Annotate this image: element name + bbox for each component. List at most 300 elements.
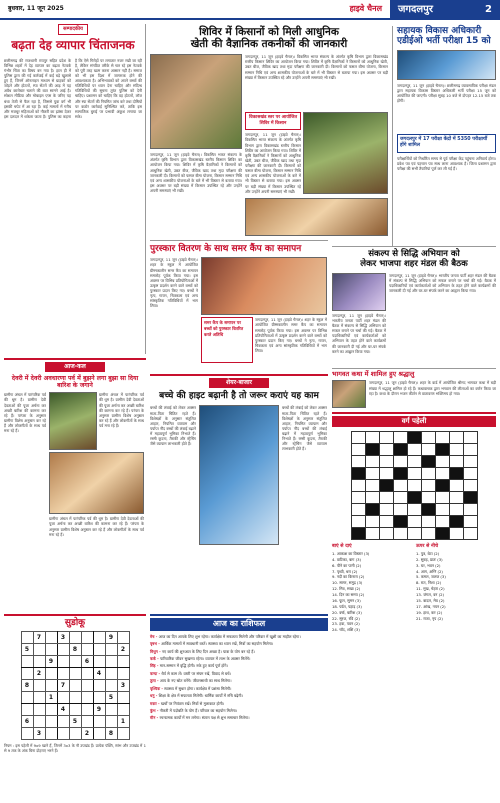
crossword-cell[interactable] [421, 528, 435, 540]
crossword-cell[interactable] [379, 468, 393, 480]
crossword-cell[interactable] [379, 444, 393, 456]
summer-camp-photo [201, 257, 327, 315]
crossword-cell[interactable] [435, 468, 449, 480]
crossword-cell[interactable] [379, 504, 393, 516]
sudoku-cell[interactable]: 3 [117, 680, 129, 692]
lead-photo-2 [303, 112, 388, 194]
crossword-cell[interactable] [365, 432, 379, 444]
sudoku-row [21, 716, 129, 728]
rashifal-title: आज का राशिफल [150, 618, 328, 631]
crossword-cell[interactable] [393, 456, 407, 468]
sudoku-cell[interactable] [69, 632, 81, 644]
crossword-block [351, 468, 365, 480]
lead-body-right: जगदलपुर, 11 जून (हाइवे चैनल)। विकसित भारत संकल्प के अंतर्गत कृषि विभाग द्वारा विकासखंड स्तरीय किसान शिविर का आयोजन किया गया। शिविर में कृषि वैज्ञानिकों ने किसानों को आधुनिक खेती, उन्नत बीज, जैविक खाद तथा मृदा परीक्षण की जानकारी दी। किसानों को फसल बीमा योजना, किसान सम्मान निधि एवं अन्य शासकीय योजनाओं के बारे में भी विस्तार से बताया गया। इस अवसर पर बड़ी संख्या में किसान उपस्थित रहे और उन्होंने अपनी समस्याएं भी रखीं। [245, 54, 388, 80]
crossword-cell[interactable] [449, 504, 463, 516]
sudoku-cell[interactable] [93, 692, 105, 704]
sudoku-cell[interactable]: 5 [21, 644, 33, 656]
sudoku-cell[interactable] [117, 668, 129, 680]
sudoku-cell[interactable] [33, 704, 45, 716]
crossword-row [351, 480, 477, 492]
crossword-cell[interactable] [435, 456, 449, 468]
adeo-exam-story [392, 26, 496, 246]
crossword-row [351, 516, 477, 528]
crossword-cell[interactable] [463, 504, 477, 516]
crossword-cell[interactable] [449, 480, 463, 492]
rashi-text: शिक्षा के क्षेत्र में सफलता मिलेगी। धार्मिक कार्यों में रुचि बढ़ेगी। [158, 693, 243, 699]
crossword-cell[interactable] [421, 516, 435, 528]
crossword-clue: 4. आग, अग्नि (2) [416, 568, 443, 574]
sudoku-cell[interactable] [45, 644, 57, 656]
crossword-cell[interactable] [463, 456, 477, 468]
crossword-row [351, 492, 477, 504]
adeo-body: जगदलपुर, 11 जून (हाइवे चैनल)। छत्तीसगढ़ व्यावसायिक परीक्षा मंडल द्वारा सहायक विकास विस्तार अधिकारी भर्ती परीक्षा 15 जून को आयोजित की जाएगी। परीक्षा सुबह 10 बजे से दोपहर 12.15 बजे तक होगी। [397, 82, 496, 104]
adeo-title: सहायक विकास अधिकारी एडीईओ भर्ती परीक्षा 15 को [397, 26, 491, 47]
sudoku-cell[interactable] [81, 632, 93, 644]
sudoku-cell[interactable]: 5 [69, 716, 81, 728]
crossword-cell[interactable] [463, 528, 477, 540]
sudoku-cell[interactable] [57, 716, 69, 728]
sudoku-grid[interactable] [21, 631, 130, 740]
crossword-cell[interactable] [365, 516, 379, 528]
bjp-meeting-story [332, 246, 496, 366]
lead-photo-3 [245, 198, 388, 236]
sudoku-cell[interactable]: 1 [117, 716, 129, 728]
sudoku-cell[interactable] [69, 704, 81, 716]
crossword-cell[interactable] [421, 444, 435, 456]
sudoku-cell[interactable]: 3 [57, 632, 69, 644]
rashi-name: वृश्चिक - [150, 685, 163, 691]
crossword-block [421, 456, 435, 468]
crossword-cell[interactable] [379, 516, 393, 528]
crossword-cell[interactable] [351, 480, 365, 492]
rashi-name: कुंभ - [150, 708, 159, 714]
crossword-block [365, 504, 379, 516]
sudoku-cell[interactable] [105, 656, 117, 668]
sudoku-row [21, 728, 129, 740]
rashi-name: कन्या - [150, 670, 161, 676]
crossword-clue: 2. सुबह, प्रातः (3) [416, 556, 443, 562]
crossword-cell[interactable] [449, 456, 463, 468]
sudoku-cell[interactable]: 6 [81, 656, 93, 668]
crossword-block [449, 468, 463, 480]
rashi-text: पारिवारिक जीवन सुखमय रहेगा। व्यापार में लाभ के अवसर मिलेंगे। [159, 656, 251, 662]
sudoku-cell[interactable] [45, 728, 57, 740]
rashifal-item [150, 708, 328, 713]
crossword-cell[interactable] [393, 432, 407, 444]
sudoku-cell[interactable] [45, 668, 57, 680]
crossword-cell[interactable] [393, 504, 407, 516]
rashifal-section [150, 614, 328, 801]
rashifal-item [150, 671, 328, 676]
rashi-text: आज का दिन आपके लिए शुभ रहेगा। कार्यक्षेत्र में सफलता मिलेगी और परिवार में खुशी का माहौल रहेगा। [158, 633, 301, 639]
sudoku-row [21, 644, 129, 656]
sudoku-cell[interactable] [69, 656, 81, 668]
sudoku-cell[interactable] [105, 644, 117, 656]
rashi-text: आय के नए स्रोत बनेंगे। जीवनसाथी का साथ मिलेगा। [159, 678, 232, 684]
header-left [0, 0, 390, 20]
aajkal-body-2: ग्रामीण अंचल में पारंपरिक पर्व की धूम है। ग्रामीण देवी देवताओं की पूजा अर्चना कर अच्छी बारिश की कामना कर रहे हैं। परंपरा के अनुसार ग्रामीण विशेष अनुष्ठान कर रहे हैं और लोकगीतों के साथ पर्व मना रहे हैं। [99, 392, 144, 429]
rashi-text: नए कार्य की शुरुआत के लिए दिन अच्छा है। यात्रा के योग बन रहे हैं। [161, 648, 255, 654]
crossword-clue: 14. दिन का समय (2) [332, 592, 365, 598]
issue-date: बुधवार, 11 जून 2025 [8, 4, 64, 12]
crossword-block [379, 480, 393, 492]
crossword-grid[interactable] [351, 431, 478, 540]
sudoku-cell[interactable] [21, 668, 33, 680]
sudoku-cell[interactable] [69, 668, 81, 680]
crossword-cell[interactable] [463, 468, 477, 480]
crossword-cell[interactable] [421, 468, 435, 480]
crossword-cell[interactable] [365, 456, 379, 468]
rashifal-list [150, 634, 328, 721]
rashifal-item [150, 649, 328, 654]
aajkal-photo-1 [49, 392, 97, 450]
aajkal-photo-2 [49, 452, 144, 514]
child-height-story [150, 374, 328, 610]
sudoku-cell[interactable] [81, 692, 93, 704]
editorial-tag: सम्पादकीय [58, 24, 88, 35]
bjp-body-right: जगदलपुर, 11 जून (हाइवे चैनल)। भारतीय जनता पार्टी शहर मंडल की बैठक में संकल्प से सिद्धि अभियान को सफल बनाने पर चर्चा की गई। बैठक में पदाधिकारियों एवं कार्यकर्ताओं को अभियान के तहत होने वाले कार्यक्रमों की जानकारी दी गई और घर-घर संपर्क करने का आह्वान किया गया। [389, 272, 496, 294]
rashifal-item [150, 656, 328, 661]
sudoku-cell[interactable] [81, 668, 93, 680]
sudoku-cell[interactable] [57, 692, 69, 704]
sudoku-row [21, 632, 129, 644]
sudoku-cell[interactable] [117, 704, 129, 716]
crossword-cell[interactable] [449, 528, 463, 540]
rashifal-item [150, 678, 328, 683]
crossword-cell[interactable] [365, 480, 379, 492]
sudoku-section [4, 614, 146, 799]
sudoku-cell[interactable]: 2 [117, 644, 129, 656]
crossword-down-clues [416, 551, 496, 622]
crossword-block [393, 516, 407, 528]
sudoku-cell[interactable] [81, 680, 93, 692]
crossword-cell[interactable] [365, 528, 379, 540]
crossword-cell[interactable] [351, 516, 365, 528]
crossword-cell[interactable] [435, 432, 449, 444]
crossword-cell[interactable] [463, 444, 477, 456]
sudoku-cell[interactable] [81, 704, 93, 716]
crossword-cell[interactable] [407, 528, 421, 540]
sudoku-cell[interactable]: 6 [21, 716, 33, 728]
sudoku-cell[interactable] [33, 680, 45, 692]
crossword-cell[interactable] [421, 492, 435, 504]
sudoku-cell[interactable]: 9 [105, 632, 117, 644]
sudoku-cell[interactable]: 3 [33, 728, 45, 740]
aajkal-body-3: ग्रामीण अंचल में पारंपरिक पर्व की धूम है। ग्रामीण देवी देवताओं की पूजा अर्चना कर अच्छी बारिश की कामना कर रहे हैं। परंपरा के अनुसार ग्रामीण विशेष अनुष्ठान कर रहे हैं और लोकगीतों के साथ पर्व मना रहे हैं। [49, 516, 144, 537]
crossword-cell[interactable] [449, 432, 463, 444]
sudoku-cell[interactable]: 2 [81, 728, 93, 740]
lead-caption-box: विकासखंड स्तर पर आयोजित शिविर में किसान [245, 112, 301, 130]
crossword-block [407, 492, 421, 504]
sudoku-row [21, 680, 129, 692]
child-height-tag: शेयर-बाजार [209, 378, 269, 388]
sudoku-row [21, 692, 129, 704]
sudoku-cell[interactable]: 4 [93, 668, 105, 680]
crossword-cell[interactable] [449, 444, 463, 456]
sudoku-cell[interactable] [45, 680, 57, 692]
lead-body-left: जगदलपुर, 11 जून (हाइवे चैनल)। विकसित भारत संकल्प के अंतर्गत कृषि विभाग द्वारा विकासखंड स्तरीय किसान शिविर का आयोजन किया गया। शिविर में कृषि वैज्ञानिकों ने किसानों को आधुनिक खेती, उन्नत बीज, जैविक खाद तथा मृदा परीक्षण की जानकारी दी। किसानों को फसल बीमा योजना, किसान सम्मान निधि एवं अन्य शासकीय योजनाओं के बारे में भी विस्तार से बताया गया। इस अवसर पर बड़ी संख्या में किसान उपस्थित रहे और उन्होंने अपनी समस्याएं भी रखीं। [150, 152, 242, 193]
crossword-cell[interactable] [463, 432, 477, 444]
crossword-across-title: बाएं से दाएं [332, 544, 352, 550]
sudoku-cell[interactable] [105, 668, 117, 680]
crossword-cell[interactable] [435, 492, 449, 504]
sudoku-cell[interactable] [69, 680, 81, 692]
rashi-text: मान-सम्मान में वृद्धि होगी। रुके हुए कार्य पूर्ण होंगे। [159, 663, 228, 669]
sudoku-cell[interactable] [57, 644, 69, 656]
crossword-title: वर्ग पहेली [332, 416, 496, 427]
crossword-clue: 16. फूल, सुमन (3) [332, 597, 361, 603]
child-height-title: बच्चे की हाइट बढ़ानी है तो जरूर कराएं यह काम [159, 391, 319, 402]
sudoku-cell[interactable]: 9 [93, 704, 105, 716]
rashifal-item [150, 663, 328, 668]
sudoku-row [21, 704, 129, 716]
rashi-text: रचनात्मक कार्यों में मन लगेगा। संतान पक्ष से शुभ समाचार मिलेगा। [159, 715, 250, 721]
aajkal-tag: आज-कल [45, 362, 105, 372]
rashi-name: कर्क - [150, 656, 159, 662]
crossword-cell[interactable] [407, 468, 421, 480]
sudoku-cell[interactable]: 7 [57, 680, 69, 692]
crossword-clue: 7. पृथ्वी, धरा (2) [332, 568, 358, 574]
crossword-cell[interactable] [351, 444, 365, 456]
crossword-clue: 1. आकाश का विस्तार (3) [332, 550, 370, 556]
crossword-row [351, 468, 477, 480]
bjp-title-line2: लेकर भाजपा शहर मंडल की बैठक [360, 258, 468, 269]
sudoku-cell[interactable] [57, 668, 69, 680]
rashifal-item [150, 641, 328, 646]
sudoku-cell[interactable] [117, 692, 129, 704]
crossword-clue: 8. रात, निशा (2) [416, 580, 442, 586]
crossword-clue: 18. पर्वत, पहाड़ (3) [332, 603, 362, 609]
rashi-text: स्वास्थ्य में सुधार होगा। कार्यक्षेत्र में प्रशंसा मिलेगी। [164, 685, 232, 691]
sudoku-cell[interactable] [69, 728, 81, 740]
sudoku-cell[interactable] [33, 716, 45, 728]
sudoku-cell[interactable] [21, 692, 33, 704]
rashi-name: मीन - [150, 715, 159, 721]
crossword-block [463, 492, 477, 504]
crossword-cell[interactable] [449, 492, 463, 504]
lead-photo-1 [150, 54, 242, 149]
crossword-clue: 17. आंख, नयन (2) [416, 603, 446, 609]
sudoku-cell[interactable] [45, 704, 57, 716]
rashi-text: नौकरी में पदोन्नति के योग हैं। परिवार का सहयोग मिलेगा। [159, 708, 238, 714]
bhagwat-body: जगदलपुर, 11 जून (हाइवे चैनल)। शहर के वार्ड में आयोजित श्रीमद भागवत कथा में बड़ी संख्या में श्रद्धालु शामिल हो रहे हैं। कथावाचक द्वारा भगवान की लीलाओं का वर्णन किया जा रहा है। कथा के दौरान भजन कीर्तन से वातावरण भक्तिमय हो गया। [369, 380, 496, 396]
sudoku-cell[interactable]: 1 [45, 692, 57, 704]
crossword-cell[interactable] [379, 432, 393, 444]
crossword-cell[interactable] [379, 456, 393, 468]
bjp-photo [332, 273, 386, 311]
rashi-name: तुला - [150, 678, 159, 684]
crossword-row [351, 528, 477, 540]
lead-body-bottom: जगदलपुर, 11 जून (हाइवे चैनल)। विकसित भारत संकल्प के अंतर्गत कृषि विभाग द्वारा विकासखंड स्तरीय किसान शिविर का आयोजन किया गया। शिविर में कृषि वैज्ञानिकों ने किसानों को आधुनिक खेती, उन्नत बीज, जैविक खाद तथा मृदा परीक्षण की जानकारी दी। किसानों को फसल बीमा योजना, किसान सम्मान निधि एवं अन्य शासकीय योजनाओं के बारे में भी विस्तार से बताया गया। इस अवसर पर बड़ी संख्या में किसान उपस्थित रहे और उन्होंने अपनी समस्याएं भी रखीं। [245, 132, 301, 194]
child-height-photo [199, 405, 279, 545]
crossword-cell[interactable] [365, 468, 379, 480]
aajkal-body-1: ग्रामीण अंचल में पारंपरिक पर्व की धूम है। ग्रामीण देवी देवताओं की पूजा अर्चना कर अच्छी बारिश की कामना कर रहे हैं। परंपरा के अनुसार ग्रामीण विशेष अनुष्ठान कर रहे हैं और लोकगीतों के साथ पर्व मना रहे हैं। [4, 392, 46, 434]
crossword-clue: 10. सागर, समुद्र (3) [332, 580, 363, 586]
crossword-down-title: ऊपर से नीचे [416, 544, 438, 550]
child-height-body-1: बच्चों की लंबाई को लेकर अक्सर माता-पिता चिंतित रहते हैं। विशेषज्ञों के अनुसार संतुलित आहार, नियमित व्यायाम और पर्याप्त नींद बच्चों की लंबाई बढ़ाने में महत्वपूर्ण भूमिका निभाते हैं। रस्सी कूदना, तैराकी और स्ट्रेचिंग जैसे व्यायाम लाभकारी होते हैं। [150, 405, 196, 447]
aajkal-title: देवरी में देवरी अवधारणा पर्व में बुझने लगा बुझा सा दिया बारिश के जगाने [11, 375, 139, 390]
page-number: 2 [485, 4, 492, 16]
crossword-cell[interactable] [379, 492, 393, 504]
crossword-block [351, 528, 365, 540]
crossword-cell[interactable] [421, 432, 435, 444]
sudoku-cell[interactable] [117, 656, 129, 668]
sudoku-cell[interactable] [81, 716, 93, 728]
sudoku-row [21, 656, 129, 668]
crossword-cell[interactable] [351, 432, 365, 444]
sudoku-cell[interactable]: 2 [33, 668, 45, 680]
rashi-name: मकर - [150, 700, 160, 706]
crossword-row [351, 456, 477, 468]
sudoku-cell[interactable] [117, 632, 129, 644]
bhagwat-photo [332, 380, 366, 408]
rashi-name: वृषभ - [150, 641, 160, 647]
sudoku-row [21, 668, 129, 680]
crossword-cell[interactable] [351, 456, 365, 468]
crossword-cell[interactable] [407, 504, 421, 516]
sudoku-cell[interactable]: 4 [57, 704, 69, 716]
sudoku-cell[interactable] [81, 644, 93, 656]
adeo-highlight: जगदलपुर में 17 परीक्षा केंद्रों में 5350 परीक्षार्थी होंगे शामिल [397, 134, 496, 153]
bhagwat-title: भागवत कथा में शामिल हुए श्रद्धालु [332, 370, 415, 378]
rashi-text: खर्चों पर नियंत्रण रखें। मित्रों से मुलाकात होगी। [160, 700, 225, 706]
rashi-name: मिथुन - [150, 648, 161, 654]
crossword-cell[interactable] [379, 528, 393, 540]
sudoku-cell[interactable]: 9 [45, 656, 57, 668]
sudoku-cell[interactable] [117, 728, 129, 740]
sudoku-cell[interactable] [21, 704, 33, 716]
crossword-block [393, 444, 407, 456]
sudoku-cell[interactable]: 5 [105, 692, 117, 704]
crossword-clue: 11. मुख, चेहरा (2) [416, 586, 445, 592]
sudoku-cell[interactable] [33, 656, 45, 668]
crossword-clue: 22. सूरज, रवि (2) [332, 615, 360, 621]
paper-name: हाइवे चैनल [349, 3, 382, 13]
summer-camp-caption: समर कैंप के समापन पर बच्चों को पुरस्कार वितरित करते अतिथि [201, 317, 253, 363]
sudoku-cell[interactable] [45, 716, 57, 728]
sudoku-cell[interactable] [57, 656, 69, 668]
crossword-block [449, 516, 463, 528]
bjp-title-line1: संकल्प से सिद्धि अभियान को [368, 249, 460, 259]
crossword-cell[interactable] [393, 480, 407, 492]
crossword-cell[interactable] [365, 492, 379, 504]
rashifal-item [150, 634, 328, 639]
crossword-clue: 21. राजा, नृप (2) [416, 615, 443, 621]
crossword-clue: 4. वाटिका, बाग (3) [332, 556, 362, 562]
rashifal-item [150, 715, 328, 720]
crossword-cell[interactable] [351, 504, 365, 516]
crossword-clue: 3. घर, भवन (2) [416, 562, 441, 568]
sudoku-cell[interactable]: 8 [69, 644, 81, 656]
sudoku-cell[interactable] [93, 728, 105, 740]
crossword-clue: 6. पीने का पानी (2) [332, 562, 362, 568]
bhagwat-story [332, 368, 496, 410]
crossword-block [435, 444, 449, 456]
rashifal-item [150, 686, 328, 691]
summer-camp-body: जगदलपुर, 11 जून (हाइवे चैनल)। शहर के स्कूल में आयोजित ग्रीष्मकालीन समर कैंप का समापन समारोह पूर्वक किया गया। इस अवसर पर विभिन्न प्रतियोगिताओं में उत्कृष्ट प्रदर्शन करने वाले बच्चों को पुरस्कार प्रदान किए गए। बच्चों ने नृत्य, गायन, चित्रकला एवं अन्य सांस्कृतिक गतिविधियों में भाग लिया। [150, 257, 198, 309]
rashi-text: धैर्य से काम लें। वाणी पर संयम रखें, विवाद से बचें। [161, 670, 231, 676]
sudoku-cell[interactable] [57, 728, 69, 740]
sudoku-cell[interactable]: 8 [21, 680, 33, 692]
sudoku-cell[interactable]: 7 [33, 632, 45, 644]
crossword-block [365, 444, 379, 456]
rashi-name: धनु - [150, 693, 158, 699]
rashifal-item [150, 701, 328, 706]
crossword-clue: 24. चाँद, शशि (3) [332, 627, 360, 633]
crossword-clue: 12. मित्र, सखा (2) [332, 586, 361, 592]
crossword-clue: 19. हाथ, कर (2) [416, 609, 443, 615]
sudoku-cell[interactable] [45, 632, 57, 644]
adeo-photo [397, 50, 496, 80]
bjp-body-left: जगदलपुर, 11 जून (हाइवे चैनल)। भारतीय जनता पार्टी शहर मंडल की बैठक में संकल्प से सिद्धि अभियान को सफल बनाने पर चर्चा की गई। बैठक में पदाधिकारियों एवं कार्यकर्ताओं को अभियान के तहत होने वाले कार्यक्रमों की जानकारी दी गई और घर-घर संपर्क करने का आह्वान किया गया। [332, 312, 386, 354]
crossword-cell[interactable] [463, 516, 477, 528]
crossword-across-clues [332, 551, 412, 633]
crossword-row [351, 444, 477, 456]
crossword-clue: 9. नदी का किनारा (2) [332, 574, 365, 580]
crossword-cell[interactable] [407, 516, 421, 528]
sudoku-cell[interactable] [93, 716, 105, 728]
sudoku-title: सुडोकू [64, 618, 86, 628]
lead-story [150, 26, 388, 236]
lead-title-line2: खेती की वैज्ञानिक तकनीकों की जानकारी [190, 38, 348, 51]
aajkal-story [4, 358, 146, 610]
sudoku-cell[interactable] [93, 656, 105, 668]
sudoku-note: नियम : इस पहेली में 9x9 खाने हैं, जिनमें 3x3 के नौ उपखंड हैं। प्रत्येक पंक्ति, स्तंभ और उपखंड में 1 से 9 तक के अंक बिना दोहराए भरने हैं। [4, 743, 146, 754]
crossword-block [435, 480, 449, 492]
crossword-cell[interactable] [393, 492, 407, 504]
sudoku-cell[interactable] [69, 692, 81, 704]
sudoku-cell[interactable] [93, 680, 105, 692]
crossword-cell[interactable] [393, 528, 407, 540]
crossword-clue: 5. कमल, जलज (3) [416, 574, 446, 580]
crossword-cell[interactable] [435, 516, 449, 528]
crossword-cell[interactable] [421, 480, 435, 492]
crossword-clue: 1. पुत्र, बेटा (2) [416, 550, 440, 556]
header-right [390, 0, 500, 20]
sudoku-cell[interactable] [105, 716, 117, 728]
crossword-cell[interactable] [407, 444, 421, 456]
crossword-block [393, 468, 407, 480]
sudoku-cell[interactable] [33, 692, 45, 704]
editorial-title: बढ़ता देह व्यापार चिंताजनक [11, 37, 135, 52]
sudoku-cell[interactable] [93, 644, 105, 656]
sudoku-cell[interactable] [105, 704, 117, 716]
crossword-cell[interactable] [463, 480, 477, 492]
crossword-cell[interactable] [435, 504, 449, 516]
rashi-name: मेष - [150, 633, 158, 639]
summer-camp-title: पुरस्कार वितरण के साथ समर कैंप का समापन [150, 244, 302, 254]
sudoku-cell[interactable] [93, 632, 105, 644]
crossword-cell[interactable] [351, 492, 365, 504]
child-height-body-2: बच्चों की लंबाई को लेकर अक्सर माता-पिता चिंतित रहते हैं। विशेषज्ञों के अनुसार संतुलित आहार, नियमित व्यायाम और पर्याप्त नींद बच्चों की लंबाई बढ़ाने में महत्वपूर्ण भूमिका निभाते हैं। रस्सी कूदना, तैराकी और स्ट्रेचिंग जैसे व्यायाम लाभकारी होते हैं। [282, 405, 327, 452]
lead-title-line1: शिविर में किसानों को मिली आधुनिक [199, 26, 339, 38]
crossword-block [421, 504, 435, 516]
rashifal-item [150, 693, 328, 698]
sudoku-cell[interactable]: 8 [105, 728, 117, 740]
sudoku-cell[interactable] [33, 644, 45, 656]
crossword-clue: 23. हवा, पवन (2) [332, 621, 360, 627]
sudoku-cell[interactable] [21, 656, 33, 668]
crossword-cell[interactable] [407, 456, 421, 468]
sudoku-cell[interactable] [21, 728, 33, 740]
crossword-block [407, 432, 421, 444]
sudoku-cell[interactable] [105, 680, 117, 692]
crossword-row [351, 504, 477, 516]
crossword-cell[interactable] [407, 480, 421, 492]
editorial-body: छत्तीसगढ़ की राजधानी रायपुर सहित प्रदेश के विभिन्न शहरों में देह व्यापार का बढ़ता नेटवर्क गंभीर चिंता का विषय बन गया है। हाल ही में पुलिस द्वारा की गई कार्रवाई में कई बड़े खुलासे हुए हैं, जिनमें ऑनलाइन माध्यम से ग्राहकों को जोड़ने और होटलों, स्पा सेंटरों की आड़ में यह अवैध कारोबार चलाने की बात सामने आई है। सोशल मीडिया और मोबाइल एप्स के जरिए यह धंधा तेजी से फैल रहा है, जिससे युवा वर्ग भी इसकी चपेट में आ रहा है। कई मामलों में गरीब और मजबूर महिलाओं को नौकरी का झांसा देकर इस दलदल में धकेला जाता है। पुलिस का कहना है कि ऐसे गिरोहों पर लगातार नजर रखी जा रही है, लेकिन संगठित तरीके से चल रहे इस नेटवर्क को पूरी तरह खत्म करना आसान नहीं है। समाज को भी इस दिशा में जागरूक होने की आवश्यकता है। अभिभावकों को अपने बच्चों की गतिविधियों पर ध्यान देना चाहिए और संदिग्ध गतिविधियों की सूचना तुरंत पुलिस को देनी चाहिए। प्रशासन को चाहिए कि वह होटलों, लॉज और स्पा सेंटरों की नियमित जांच करे तथा दोषियों पर कठोर कार्रवाई सुनिश्चित करे, ताकि इस सामाजिक बुराई पर प्रभावी अंकुश लगाया जा सके। [4, 57, 142, 119]
sudoku-cell[interactable] [21, 632, 33, 644]
crossword-row [351, 432, 477, 444]
